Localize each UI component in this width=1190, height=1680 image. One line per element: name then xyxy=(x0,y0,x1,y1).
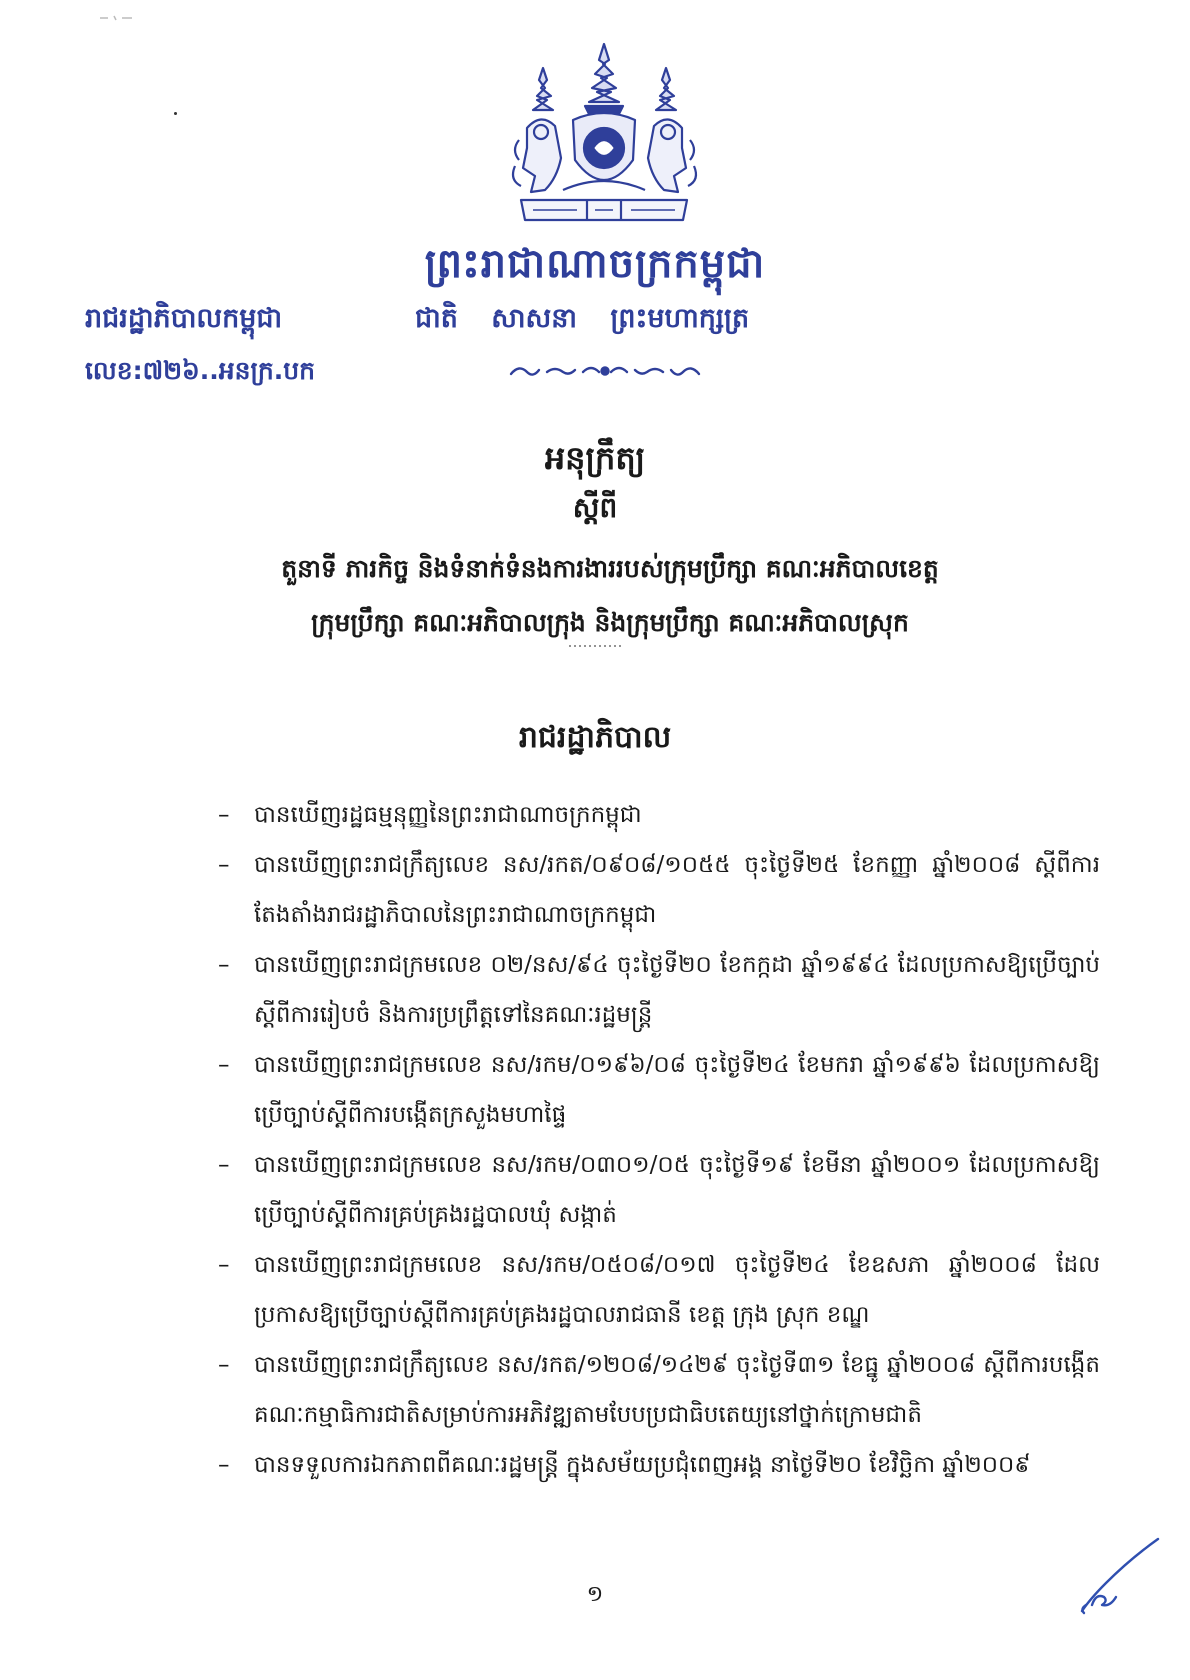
list-item xyxy=(218,840,1100,940)
list-dash: – xyxy=(218,1152,230,1178)
list-dash: – xyxy=(218,1252,230,1278)
list-item xyxy=(218,940,1100,1040)
list-item-text: បានឃើញព្រះរាជក្រមលេខ ០២/នស/៩៤ ចុះថ្ងៃទី២០ ខែកក្កដា ឆ្នាំ១៩៩៤ ដែលប្រកាសឱ្យប្រើច្បាប់ស្តីពីការរៀបចំ និងការប្រព្រឹត្តទៅនៃគណៈរដ្ឋមន្ត្រី xyxy=(254,952,1100,1028)
list-item-text: បានឃើញរដ្ឋធម្មនុញ្ញនៃព្រះរាជាណាចក្រកម្ពុជា xyxy=(254,802,642,828)
scan-dot xyxy=(174,112,177,115)
handwritten-initial-icon xyxy=(1070,1535,1165,1615)
subject-line: ក្រុមប្រឹក្សា គណៈអភិបាលក្រុង និងក្រុមប្រឹក្សា គណៈអភិបាលស្រុក xyxy=(311,608,909,637)
document-number: លេខ:៧២៦..អនក្រ.បក xyxy=(85,356,316,385)
scan-artifact xyxy=(98,8,136,18)
list-item-text: បានទទួលការឯកភាពពីគណៈរដ្ឋមន្ត្រី ក្នុងសម័យប្រជុំពេញអង្គ នាថ្ងៃទី២០ ខែវិច្ឆិកា ឆ្នាំ២០០៩ xyxy=(254,1452,1031,1478)
list-item xyxy=(218,1440,1100,1490)
list-item-text: បានឃើញព្រះរាជក្រឹត្យលេខ នស/រកត/០៩០៨/១០៥៥ ចុះថ្ងៃទី២៥ ខែកញ្ញា ឆ្នាំ២០០៨ ស្តីពីការតែងតាំងរាជរដ្ឋាភិបាលនៃព្រះរាជាណាចក្រកម្ពុជា xyxy=(254,852,1100,928)
preamble-list xyxy=(218,790,1100,1490)
list-dash: – xyxy=(218,852,230,878)
list-item-text: បានឃើញព្រះរាជក្រឹត្យលេខ នស/រកត/១២០៨/១៤២៩ ចុះថ្ងៃទី៣១ ខែធ្នូ ឆ្នាំ២០០៨ ស្តីពីការបង្កើតគណៈកម្មាធិការជាតិសម្រាប់ការអភិវឌ្ឍតាមបែបប្រជាធិបតេយ្យនៅថ្នាក់ក្រោមជាតិ xyxy=(254,1352,1100,1428)
list-item xyxy=(218,1340,1100,1440)
royal-coat-of-arms-icon xyxy=(497,40,712,235)
list-item-text: បានឃើញព្រះរាជក្រមលេខ នស/រកម/០១៩៦/០៨ ចុះថ្ងៃទី២៤ ខែមករា ឆ្នាំ១៩៩៦ ដែលប្រកាសឱ្យប្រើច្បាប់ស្តីពីការបង្កើតក្រសួងមហាផ្ទៃ xyxy=(254,1052,1100,1128)
list-dash: – xyxy=(218,1352,230,1378)
subject-line: តួនាទី ភារកិច្ច និងទំនាក់ទំនងការងាររបស់ក្រុមប្រឹក្សា គណៈអភិបាលខេត្ត xyxy=(281,554,939,583)
list-item xyxy=(218,790,1100,840)
document-type-title: អនុក្រឹត្យ xyxy=(544,439,646,477)
government-name: រាជរដ្ឋាភិបាលកម្ពុជា xyxy=(85,303,283,334)
list-dash: – xyxy=(218,1452,230,1478)
list-dash: – xyxy=(218,952,230,978)
list-dash: – xyxy=(218,1052,230,1078)
list-item-text: បានឃើញព្រះរាជក្រមលេខ នស/រកម/០៣០១/០៥ ចុះថ្ងៃទី១៩ ខែមីនា ឆ្នាំ២០០១ ដែលប្រកាសឱ្យប្រើច្បាប់ស្តីពីការគ្រប់គ្រងរដ្ឋបាលឃុំ សង្កាត់ xyxy=(254,1152,1100,1228)
kingdom-title: ព្រះរាជាណាចក្រកម្ពុជា xyxy=(424,241,766,287)
about-label: ស្ដីពី xyxy=(572,491,618,524)
list-item-text: បានឃើញព្រះរាជក្រមលេខ នស/រកម/០៥០៨/០១៧ ចុះថ្ងៃទី២៤ ខែឧសភា ឆ្នាំ២០០៨ ដែលប្រកាសឱ្យប្រើច្បាប់ស្តីពីការគ្រប់គ្រងរដ្ឋបាលរាជធានី ខេត្ត ក្រុង ស្រុក ខណ្ឌ xyxy=(254,1252,1100,1328)
list-item xyxy=(218,1140,1100,1240)
document-subject xyxy=(200,542,1020,650)
page-number: ១ xyxy=(586,1582,604,1607)
body-heading: រាជរដ្ឋាភិបាល xyxy=(518,720,672,755)
decorative-divider-icon xyxy=(505,360,705,382)
list-item xyxy=(218,1240,1100,1340)
national-motto: ជាតិ សាសនា ព្រះមហាក្សត្រ xyxy=(415,303,750,334)
subject-divider xyxy=(0,642,1190,653)
list-dash: – xyxy=(218,802,230,828)
list-item xyxy=(218,1040,1100,1140)
